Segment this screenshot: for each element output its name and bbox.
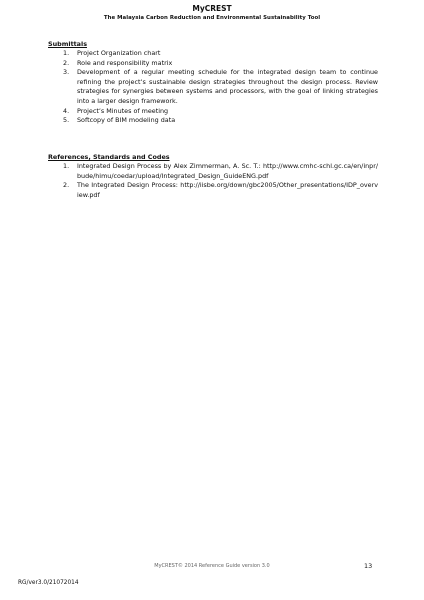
list-item bbox=[48, 49, 378, 59]
list-item-text: Development of a regular meeting schedule for the integrated design team to continue refining the project’s sustainable design strategies throughout the design process. Review strategies for synergies between systems and processors, with the goal of linking strategies into a larger design framework. bbox=[77, 68, 378, 105]
page-header bbox=[0, 4, 424, 22]
list-item-text: Role and responsibility matrix bbox=[77, 58, 173, 67]
list-item-text: Project Organization chart bbox=[77, 49, 161, 57]
references-section bbox=[48, 153, 378, 200]
list-item-number: 4. bbox=[63, 106, 70, 115]
list-item-text: Softcopy of BIM modeling data bbox=[77, 116, 176, 125]
references-heading: References, Standards and Codes bbox=[48, 153, 170, 161]
list-item bbox=[48, 162, 378, 181]
references-list bbox=[48, 162, 378, 200]
page-number: 13 bbox=[364, 562, 373, 570]
list-item bbox=[48, 68, 378, 106]
list-item-number: 1. bbox=[63, 162, 70, 170]
list-item-number: 2. bbox=[63, 58, 70, 67]
submittals-section bbox=[48, 40, 378, 126]
submittals-list bbox=[48, 49, 378, 126]
list-item bbox=[48, 116, 378, 126]
list-item bbox=[48, 59, 378, 69]
list-item-number: 2. bbox=[63, 181, 70, 190]
footer-version: MyCREST© 2014 Reference Guide version 3.0 bbox=[154, 563, 270, 569]
list-item bbox=[48, 107, 378, 117]
reference-link[interactable]: The Integrated Design Process: http://iisbe.org/down/gbc2005/Other_presentations/IDP_overview.pdf bbox=[77, 181, 378, 199]
list-item bbox=[48, 181, 378, 200]
list-item-number: 5. bbox=[63, 116, 70, 125]
list-item-number: 1. bbox=[63, 49, 70, 57]
document-subtitle: The Malaysia Carbon Reduction and Environmental Sustainability Tool bbox=[103, 15, 321, 21]
list-item-number: 3. bbox=[63, 68, 70, 77]
document-title: MyCREST bbox=[192, 4, 232, 13]
document-code: RG/ver3.0/21072014 bbox=[18, 580, 79, 586]
list-item-text: Project’s Minutes of meeting bbox=[77, 106, 169, 115]
reference-link[interactable]: Integrated Design Process by Alex Zimmerman, A. Sc. T.: http://www.cmhc-schl.gc.ca/en/inpr/bude/himu/coedar/upload/Integrated_Design_GuideENG.pdf bbox=[77, 162, 378, 180]
submittals-heading: Submittals bbox=[48, 40, 87, 48]
